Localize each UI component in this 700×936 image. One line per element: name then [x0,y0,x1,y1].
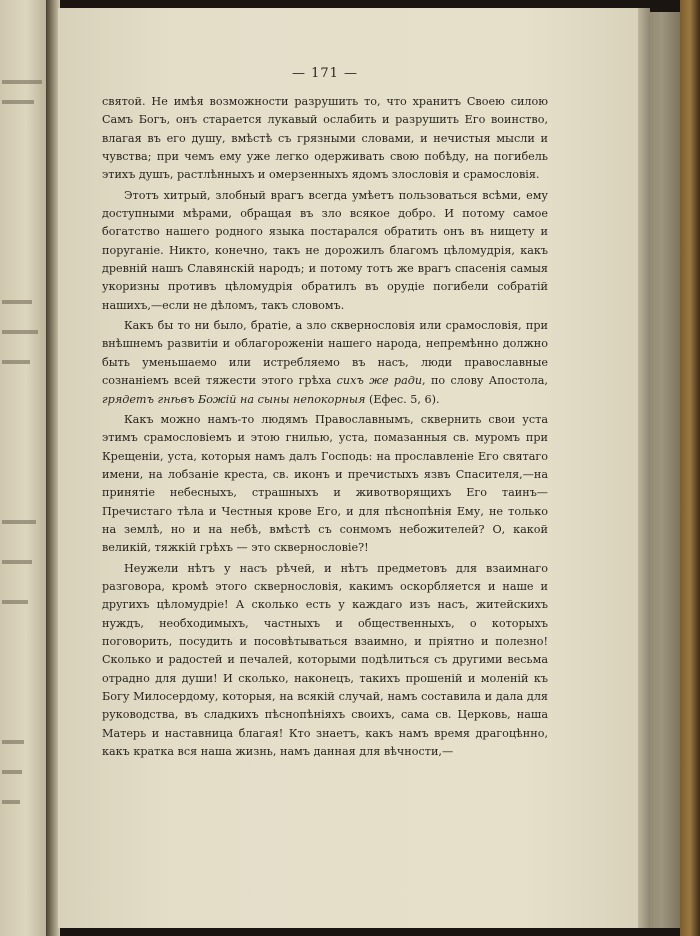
page-text [102,66,548,761]
paragraph: Этотъ хитрый, злобный врагъ всегда умѣетъ пользоваться всѣми, ему доступными мѣрами, обращая въ зло всякое добро. И потому самое богатство нашего родного языка постарался обратить онъ въ нищету и поруганіе. Никто, конечно, такъ не дорожилъ благомъ цѣломудрія, какъ древній нашъ Славянскій народъ; и потому тотъ же врагъ спасенія самыя укоризны противъ цѣломудрія обратилъ въ орудіе погибели собратій нашихъ,—если не дѣломъ, такъ словомъ. [102,188,548,312]
paragraph-text: (Ефес. 5, 6). [365,392,440,406]
page-number: — 171 — [291,66,359,81]
paragraph-italic: грядетъ гнѣвъ Божій на сыны непокорныя [102,392,366,406]
paragraph: Какъ можно намъ-то людямъ Православнымъ, сквернить свои уста этимъ срамословіемъ и этою гнилью, уста, помазанныя св. муромъ при Крещеніи, уста, которыя намъ далъ Господь: на прославленіе Его святаго имени, на лобзаніе креста, св. иконъ и пречистыхъ язвъ Спасителя,—на принятіе небесныхъ, страшныхъ и животворящихъ Его таинъ—Пречистаго тѣла и Честныя крове Его, и для пѣснопѣнія Ему, не только на землѣ, но и на небѣ, вмѣстѣ съ сонмомъ небожителей? О, какой великій, тяжкій грѣхъ — это сквернословіе?! [102,412,548,555]
book-cover-edge [680,0,700,936]
paragraph: святой. Не имѣя возможности разрушить то, что хранитъ Своею силою Самъ Богъ, онъ старается лукавый ослабить и разрушить Его воинство, влагая въ его душу, вмѣстѣ съ грязными словами, и нечистыя мысли и чувства; при чемъ ему уже легко одерживать свою побѣду, на погибель этихъ душъ, растлѣнныхъ и омерзенныхъ ядомъ злословія и срамословія. [102,95,548,182]
paragraph-italic: сихъ же ради [336,374,423,388]
page-stack-edge [650,12,680,928]
paragraph-text: , по слову Апостола, [422,374,548,388]
paragraph: Неужели нѣтъ у насъ рѣчей, и нѣтъ предметовъ для взаимнаго разговора, кромѣ этого сквернословія, какимъ оскорбляется и наше и другихъ цѣломудріе! А сколько есть у каждаго изъ насъ, житейскихъ нуждъ, необходимыхъ, частныхъ и общественныхъ, о которыхъ поговорить, посудить и посовѣтываться взаимно, и пріятно и полезно! Сколько и радостей и печалей, которыми подѣлиться съ другими весьма отрадно для души! И сколько, наконецъ, такихъ прошеній и моленій къ Богу Милосердому, которыя, на всякій случай, намъ составила и дала для руководства, въ сладкихъ пѣснопѣніяхъ своихъ, сама св. Церковь, наша Матерь и наставница благая! Кто знаетъ, какъ намъ время драгоцѣнно, какъ кратка вся наша жизнь, намъ данная для вѣчности,— [102,561,548,759]
left-page-edge [0,0,48,936]
paragraph [102,317,548,409]
page-edge [638,8,650,928]
paragraph-text: Какъ бы то ни было, братіе, а зло сквернословія или срамословія, при внѣшнемъ развитіи и облагороженіи нашего народа, непремѣнно должно быть уменьшаемо или истребляемо въ насъ, люди православные сознаніемъ всей тяжести этого грѣха [102,319,548,388]
